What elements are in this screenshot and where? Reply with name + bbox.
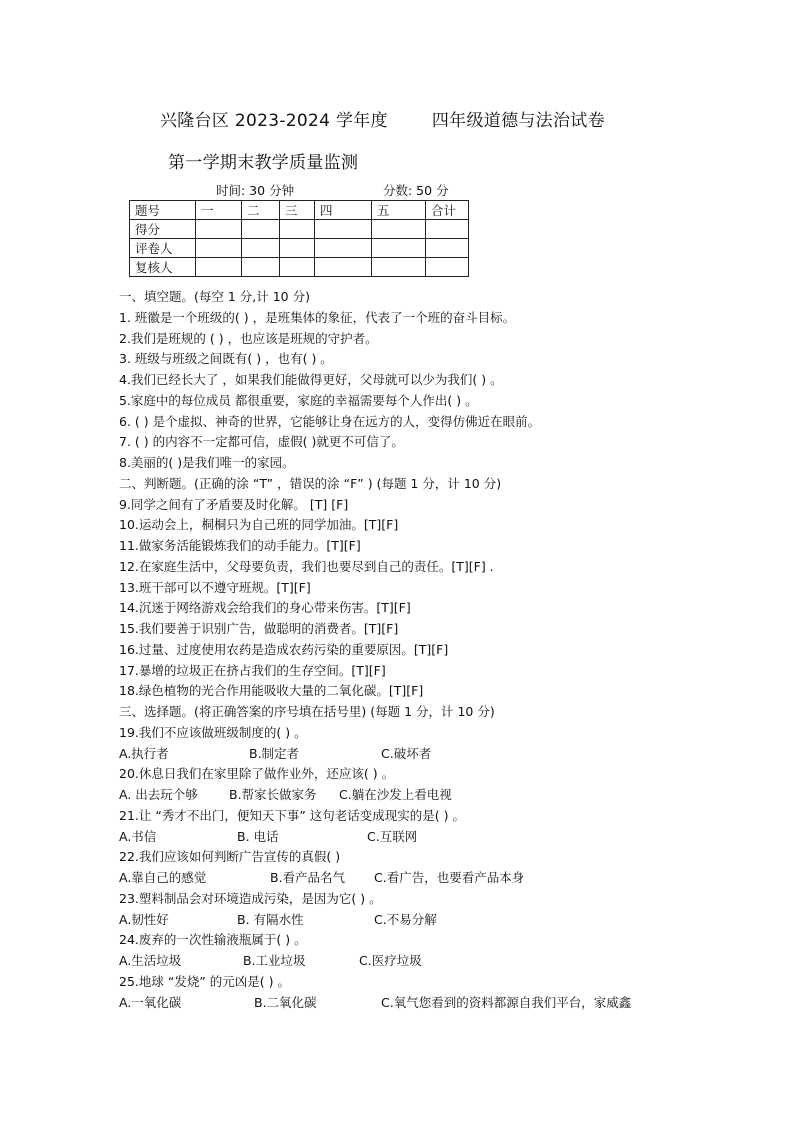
score-table-cell[interactable] (315, 220, 372, 239)
score-table-row-label: 评卷人 (130, 239, 196, 258)
judge-question: 15.我们要善于识别广告，做聪明的消费者。[T][F] (119, 621, 399, 636)
exam-title-subject: 四年级道德与法治试卷 (431, 111, 605, 131)
choice-question: 21.让 “秀才不出门，便知天下事” 这句老话变成现实的是( ) 。 (119, 807, 465, 823)
fill-question: 5.家庭中的每位成员 都很重要，家庭的幸福需要每个人作出( ) 。 (119, 392, 478, 408)
judge-question: 16.过量、过度使用农药是造成农药污染的重要原因。[T][F] (119, 641, 449, 657)
choice-option: A.生活垃圾 (119, 953, 182, 968)
judge-question: 13.班干部可以不遵守班规。[T][F] (119, 579, 311, 595)
fill-question: 7. ( ) 的内容不一定都可信，虚假( )就更不可信了。 (119, 434, 404, 450)
score-table-header-cell: 三 (280, 201, 315, 220)
score-table-cell[interactable] (196, 258, 242, 277)
judge-question: 14.沉迷于网络游戏会给我们的身心带来伤害。[T][F] (119, 600, 411, 616)
choice-option: A. 出去玩个够 (119, 787, 198, 802)
score-table-cell[interactable] (315, 258, 372, 277)
choice-option: B. 电话 (237, 828, 279, 844)
score-table-header-cell: 题号 (130, 201, 196, 220)
choice-options (119, 868, 759, 889)
exam-questions (119, 287, 759, 1013)
choice-option: B.二氧化碳 (254, 994, 317, 1010)
choice-question: 22.我们应该如何判断广告宣传的真假( ) (119, 849, 341, 865)
fill-question: 8.美丽的( )是我们唯一的家园。 (119, 455, 295, 470)
score-table-row (130, 220, 469, 239)
score-table-cell[interactable] (372, 239, 426, 258)
choice-options (119, 910, 759, 931)
score-table-cell[interactable] (280, 258, 315, 277)
exam-title-school-year: 兴隆台区 2023-2024 学年度 (160, 111, 388, 131)
judge-question: 11.做家务活能锻炼我们的动手能力。[T][F] (119, 538, 361, 553)
choice-options (119, 785, 759, 806)
choice-option: A.韧性好 (119, 911, 169, 927)
fill-question: 3. 班级与班级之间既有( ) ，也有( ) 。 (119, 351, 333, 367)
exam-time: 时间: 30 分钟 (216, 183, 295, 198)
score-table-header-row (130, 201, 469, 220)
score-table-cell[interactable] (426, 220, 469, 239)
score-table-cell[interactable] (280, 220, 315, 239)
score-table-row-label: 得分 (130, 220, 196, 239)
choice-option: C.破坏者 (381, 745, 432, 761)
score-table-cell[interactable] (315, 239, 372, 258)
score-table-cell[interactable] (426, 258, 469, 277)
score-table-row-label: 复核人 (130, 258, 196, 277)
choice-option: C.不易分解 (374, 911, 437, 927)
section-heading-fill: 一、填空题。(每空 1 分,计 10 分) (119, 289, 310, 304)
choice-options (119, 951, 759, 972)
choice-option: A.执行者 (119, 745, 169, 761)
score-table-cell[interactable] (372, 258, 426, 277)
score-table-cell[interactable] (196, 220, 242, 239)
choice-option: B.看产品名气 (270, 870, 346, 885)
choice-option: B. 有隔水性 (237, 911, 304, 927)
choice-option: C.看广告，也要看产品本身 (374, 870, 525, 885)
judge-question: 18.绿色植物的光合作用能吸收大量的二氧化碳。[T][F] (119, 683, 424, 699)
score-table-cell[interactable] (196, 239, 242, 258)
exam-title (160, 106, 605, 131)
fill-question: 6. ( ) 是个虚拟、神奇的世界，它能够让身在远方的人，变得仿佛近在眼前。 (119, 413, 541, 429)
judge-question: 10.运动会上，桐桐只为自己班的同学加油。[T][F] (119, 517, 399, 533)
score-table-cell[interactable] (280, 239, 315, 258)
choice-option: B.帮家长做家务 (229, 787, 317, 802)
score-table-header-cell: 五 (372, 201, 426, 220)
judge-question: 17.暴增的垃圾正在挤占我们的生存空间。[T][F] (119, 662, 386, 678)
choice-question: 20.休息日我们在家里除了做作业外，还应该( ) 。 (119, 766, 395, 782)
choice-option: C.医疗垃圾 (359, 953, 422, 968)
section-heading-choice: 三、选择题。(将正确答案的序号填在括号里) (每题 1 分，计 10 分) (119, 704, 495, 719)
choice-option: A.书信 (119, 828, 157, 844)
fill-question: 4.我们已经长大了 ，如果我们能做得更好，父母就可以少为我们( ) 。 (119, 372, 503, 387)
choice-question: 25.地球 “发烧” 的元凶是( ) 。 (119, 973, 290, 989)
choice-option: C.氧气您看到的资料都源自我们平台，家威鑫 (381, 994, 632, 1010)
score-table-cell[interactable] (426, 239, 469, 258)
choice-option: A.靠自己的感觉 (119, 870, 207, 885)
choice-options (119, 993, 759, 1014)
section-heading-judge: 二、判断题。(正确的涂 “T” ，错误的涂 “F” ) (每题 1 分，计 10 分) (119, 475, 502, 491)
score-table-header-cell: 一 (196, 201, 242, 220)
choice-question: 23.塑料制品会对环境造成污染，是因为它( ) 。 (119, 890, 382, 906)
choice-option: A.一氧化碳 (119, 994, 182, 1010)
judge-question: 12.在家庭生活中，父母要负责，我们也要尽到自己的责任。[T][F] . (119, 558, 494, 574)
choice-option: C.互联网 (367, 828, 418, 844)
score-table-row (130, 258, 469, 277)
choice-question: 24.废弃的一次性输液瓶属于( ) 。 (119, 932, 307, 948)
choice-question: 19.我们不应该做班级制度的( ) 。 (119, 724, 307, 740)
choice-option: B.工业垃圾 (243, 953, 306, 968)
score-table (129, 200, 469, 277)
score-table-header-cell: 四 (315, 201, 372, 220)
exam-subtitle: 第一学期末教学质量监测 (168, 153, 359, 173)
score-table-header-cell: 二 (242, 201, 280, 220)
score-table-cell[interactable] (242, 258, 280, 277)
score-table-header-cell: 合计 (426, 201, 469, 220)
exam-total-score: 分数: 50 分 (383, 183, 449, 198)
fill-question: 1. 班徽是一个班级的( ) ，是班集体的象征，代表了一个班的奋斗目标。 (119, 309, 516, 325)
choice-option: B.制定者 (249, 745, 300, 761)
score-table-cell[interactable] (242, 239, 280, 258)
fill-question: 2.我们是班规的 ( ) ，也应该是班规的守护者。 (119, 330, 378, 346)
choice-options (119, 744, 759, 765)
judge-question: 9.同学之间有了矛盾要及时化解。 [T] [F] (119, 496, 349, 512)
score-table-row (130, 239, 469, 258)
choice-option: C.躺在沙发上看电视 (339, 787, 452, 802)
score-table-cell[interactable] (372, 220, 426, 239)
choice-options (119, 827, 759, 848)
score-table-cell[interactable] (242, 220, 280, 239)
